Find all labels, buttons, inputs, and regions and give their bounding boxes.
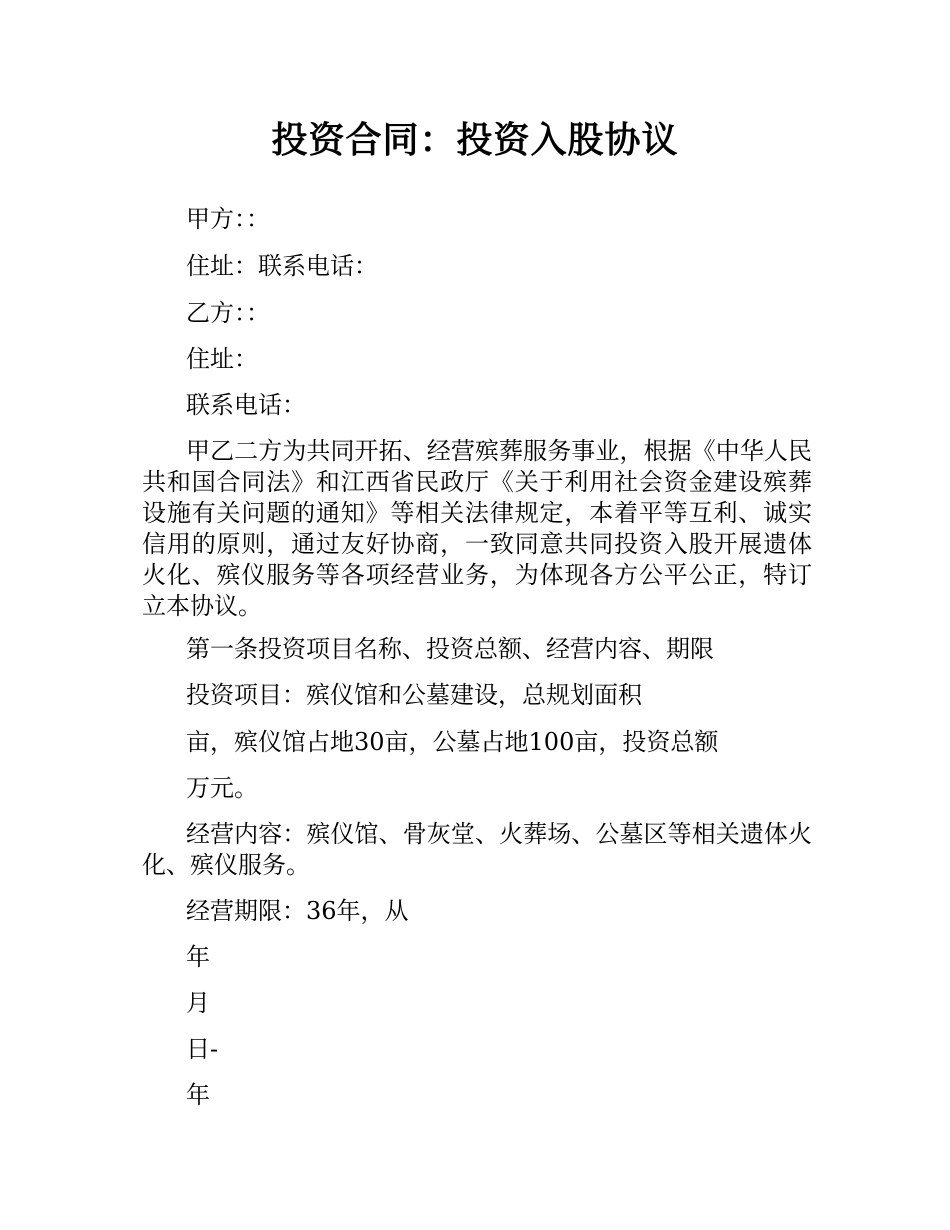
article-one-heading: 第一条投资项目名称、投资总额、经营内容、期限 [186,635,714,663]
investment-project-line: 投资项目：殡仪馆和公墓建设，总规划面积 [186,681,642,709]
preamble-paragraph: 甲乙二方为共同开拓、经营殡葬服务事业，根据《中华人民共和国合同法》和江西省民政厅《关于利用社会资金建设殡葬设施有关问题的通知》等相关法律规定，本着平等互利、诚实信用的原则，通过友好协商，一致同意共同投资入股开展遗体火化、殡仪服务等各项经营业务，为体现各方公平公正，特订立本协议。 [142,437,812,620]
term-day-line: 日- [186,1035,219,1063]
term-end-year-line: 年 [186,1081,210,1109]
business-scope-paragraph: 经营内容：殡仪馆、骨灰堂、火葬场、公墓区等相关遗体火化、殡仪服务。 [142,820,812,879]
party-b-line: 乙方：： [186,299,270,327]
term-month-line: 月 [186,989,210,1017]
business-term-line: 经营期限：36年，从 [186,897,409,925]
party-a-line: 甲方：： [186,205,270,233]
land-area-line: 亩，殡仪馆占地30亩，公墓占地100亩，投资总额 [186,728,719,756]
investment-amount-unit-line: 万元。 [186,774,258,802]
party-b-address-line: 住址： [186,345,258,373]
party-b-phone-line: 联系电话： [186,391,306,419]
party-a-address-phone-line: 住址：联系电话： [186,252,378,280]
document-title: 投资合同：投资入股协议 [271,120,679,161]
term-year-line: 年 [186,943,210,971]
